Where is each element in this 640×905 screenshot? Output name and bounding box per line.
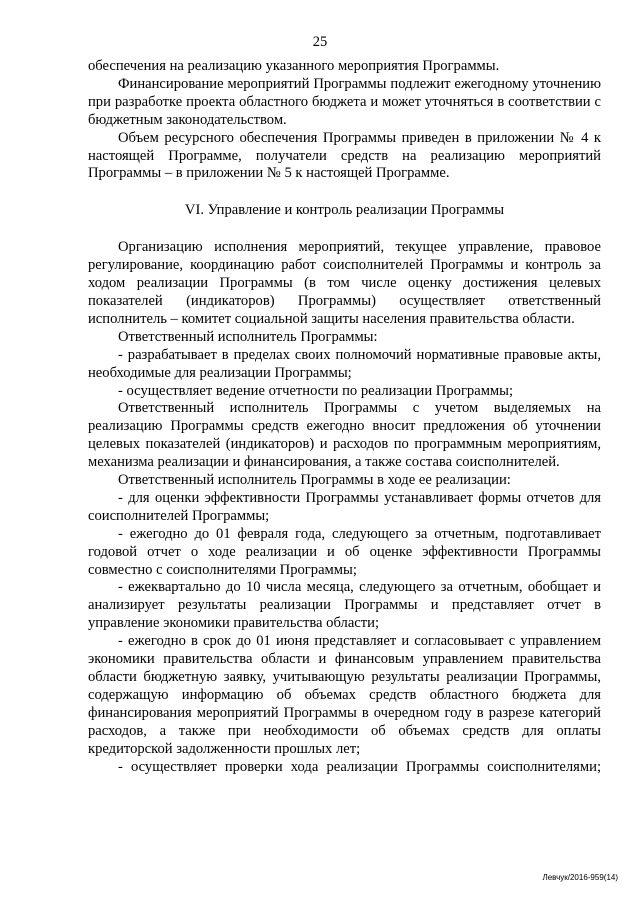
- list-item: - осуществляет ведение отчетности по реализации Программы;: [118, 382, 514, 399]
- document-code: Левчук/2016-959(14): [542, 873, 618, 882]
- paragraph: Ответственный исполнитель Программы:: [118, 328, 378, 345]
- section-heading: VI. Управление и контроль реализации Программы: [184, 202, 505, 219]
- list-item: - разрабатывает в пределах своих полномочий нормативные правовые акты, необходимые для реализации Программы;: [88, 346, 601, 381]
- document-body: [88, 58, 601, 776]
- list-item: - ежеквартально до 10 числа месяца, следующего за отчетным, обобщает и анализирует результаты реализации Программы и представляет отчет в управление экономики правительства области;: [88, 579, 601, 632]
- list-item: - ежегодно в срок до 01 июня представляет и согласовывает с управлением экономики правительства области и финансовым управлением правительства области бюджетную заявку, учитывающую результаты реализации Программы, содержащую информацию об объемах средств областного бюджета для финансирования мероприятий Программы в очередном году в разрезе категорий расходов, а также при необходимости об объемах средств для оплаты кредиторской задолженности прошлых лет;: [88, 633, 601, 757]
- paragraph: Объем ресурсного обеспечения Программы приведен в приложении № 4 к настоящей Программе, получатели средств на реализацию мероприятий Программы – в приложении № 5 к настоящей Программе.: [88, 129, 601, 182]
- page-number: 25: [312, 34, 328, 50]
- paragraph: Организацию исполнения мероприятий, текущее управление, правовое регулирование, координацию работ соисполнителей Программы и контроль за ходом реализации Программы (в том числе оценку достижения целевых показателей (индикаторов) Программы) осуществляет ответственный исполнитель – комитет социальной защиты населения правительства области.: [88, 239, 601, 327]
- list-item: - ежегодно до 01 февраля года, следующего за отчетным, подготавливает годовой отчет о ходе реализации и об оценке эффективности Программы совместно с соисполнителями Программы;: [88, 525, 601, 578]
- list-item: - осуществляет проверки хода реализации Программы соисполнителями;: [118, 758, 601, 775]
- paragraph: обеспечения на реализацию указанного мероприятия Программы.: [88, 58, 500, 74]
- list-item: - для оценки эффективности Программы устанавливает формы отчетов для соисполнителей Программы;: [88, 489, 601, 524]
- paragraph: Ответственный исполнитель Программы с учетом выделяемых на реализацию Программы средств ежегодно вносит предложения об уточнении целевых показателей (индикаторов) и расходов по программным мероприятиям, механизма реализации и финансирования, а также состава соисполнителей.: [88, 400, 601, 471]
- paragraph: Ответственный исполнитель Программы в ходе ее реализации:: [118, 472, 511, 489]
- paragraph: Финансирование мероприятий Программы подлежит ежегодному уточнению при разработке проекта областного бюджета и может уточняться в соответствии с бюджетным законодательством.: [88, 75, 601, 128]
